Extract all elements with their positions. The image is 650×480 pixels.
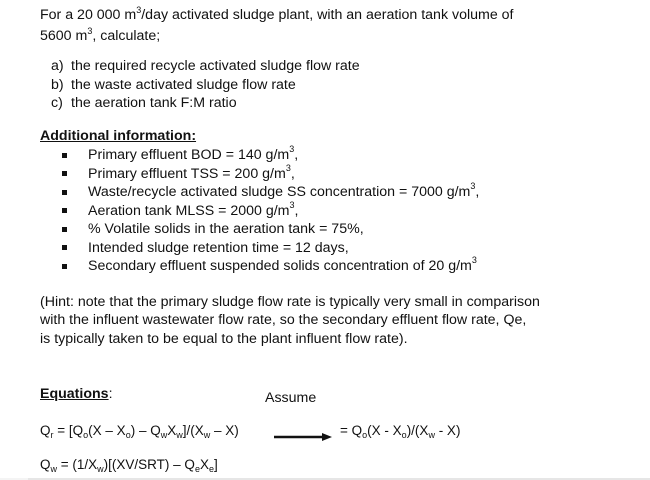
info-item: Primary effluent TSS = 200 g/m $^3$ ,	[62, 165, 479, 184]
bullet-icon	[62, 227, 67, 232]
info-item: Secondary effluent suspended solids concentration of 20 g/m $^3$	[62, 257, 479, 276]
info-item: Intended sludge retention time = 12 days,	[62, 239, 479, 258]
question-item: c) the aeration tank F:M ratio	[51, 95, 237, 111]
question-list	[51, 57, 360, 113]
info-item: Primary effluent BOD = 140 g/m $^3$ ,	[62, 146, 479, 165]
waste-flow-equation: $Q_w = (1/X_w)[(XV/SRT) - Q_eX_e]$	[40, 457, 218, 474]
equations-heading: Equations:	[40, 386, 113, 402]
bullet-icon	[62, 264, 67, 269]
info-item: % Volatile solids in the aeration tank = 75%,	[62, 220, 479, 239]
info-item: Waste/recycle activated sludge SS concentration = 7000 g/m $^3$ ,	[62, 183, 479, 202]
recycle-flow-equation: $Q_r = [Q_o(X - X_o) - Q_wX_w]/(X_w - X)$	[40, 423, 239, 440]
bullet-icon	[62, 208, 67, 213]
bullet-icon	[62, 245, 67, 250]
bullet-icon	[62, 190, 67, 195]
arrow-right-icon	[274, 432, 332, 442]
assume-label: Assume	[265, 390, 317, 406]
hint-paragraph: (Hint: note that the primary sludge flow rate is typically very small in comparison with the influent wastewater flow rate, so the secondary effluent flow rate, Qe, is typically taken to be equal to the plant influent flow rate).	[40, 294, 540, 347]
question-item: a) the required recycle activated sludge flow rate	[51, 58, 360, 74]
bullet-icon	[62, 153, 67, 158]
question-item: b) the waste activated sludge flow rate	[51, 76, 296, 93]
info-item: Aeration tank MLSS = 2000 g/m $^3$ ,	[62, 202, 479, 221]
problem-statement	[40, 5, 514, 47]
additional-info-heading: Additional information:	[40, 128, 197, 144]
problem-line-1: For a 20 000 $m^3$/day activated sludge plant, with an aeration tank volume of	[40, 5, 514, 23]
additional-info-list	[62, 146, 479, 276]
bullet-icon	[62, 171, 67, 176]
problem-line-2: 5600 $m^3$, calculate;	[40, 26, 161, 44]
recycle-flow-simplified-equation: = $Q_o(X - X_o)/(X_w - X)$	[340, 423, 461, 440]
